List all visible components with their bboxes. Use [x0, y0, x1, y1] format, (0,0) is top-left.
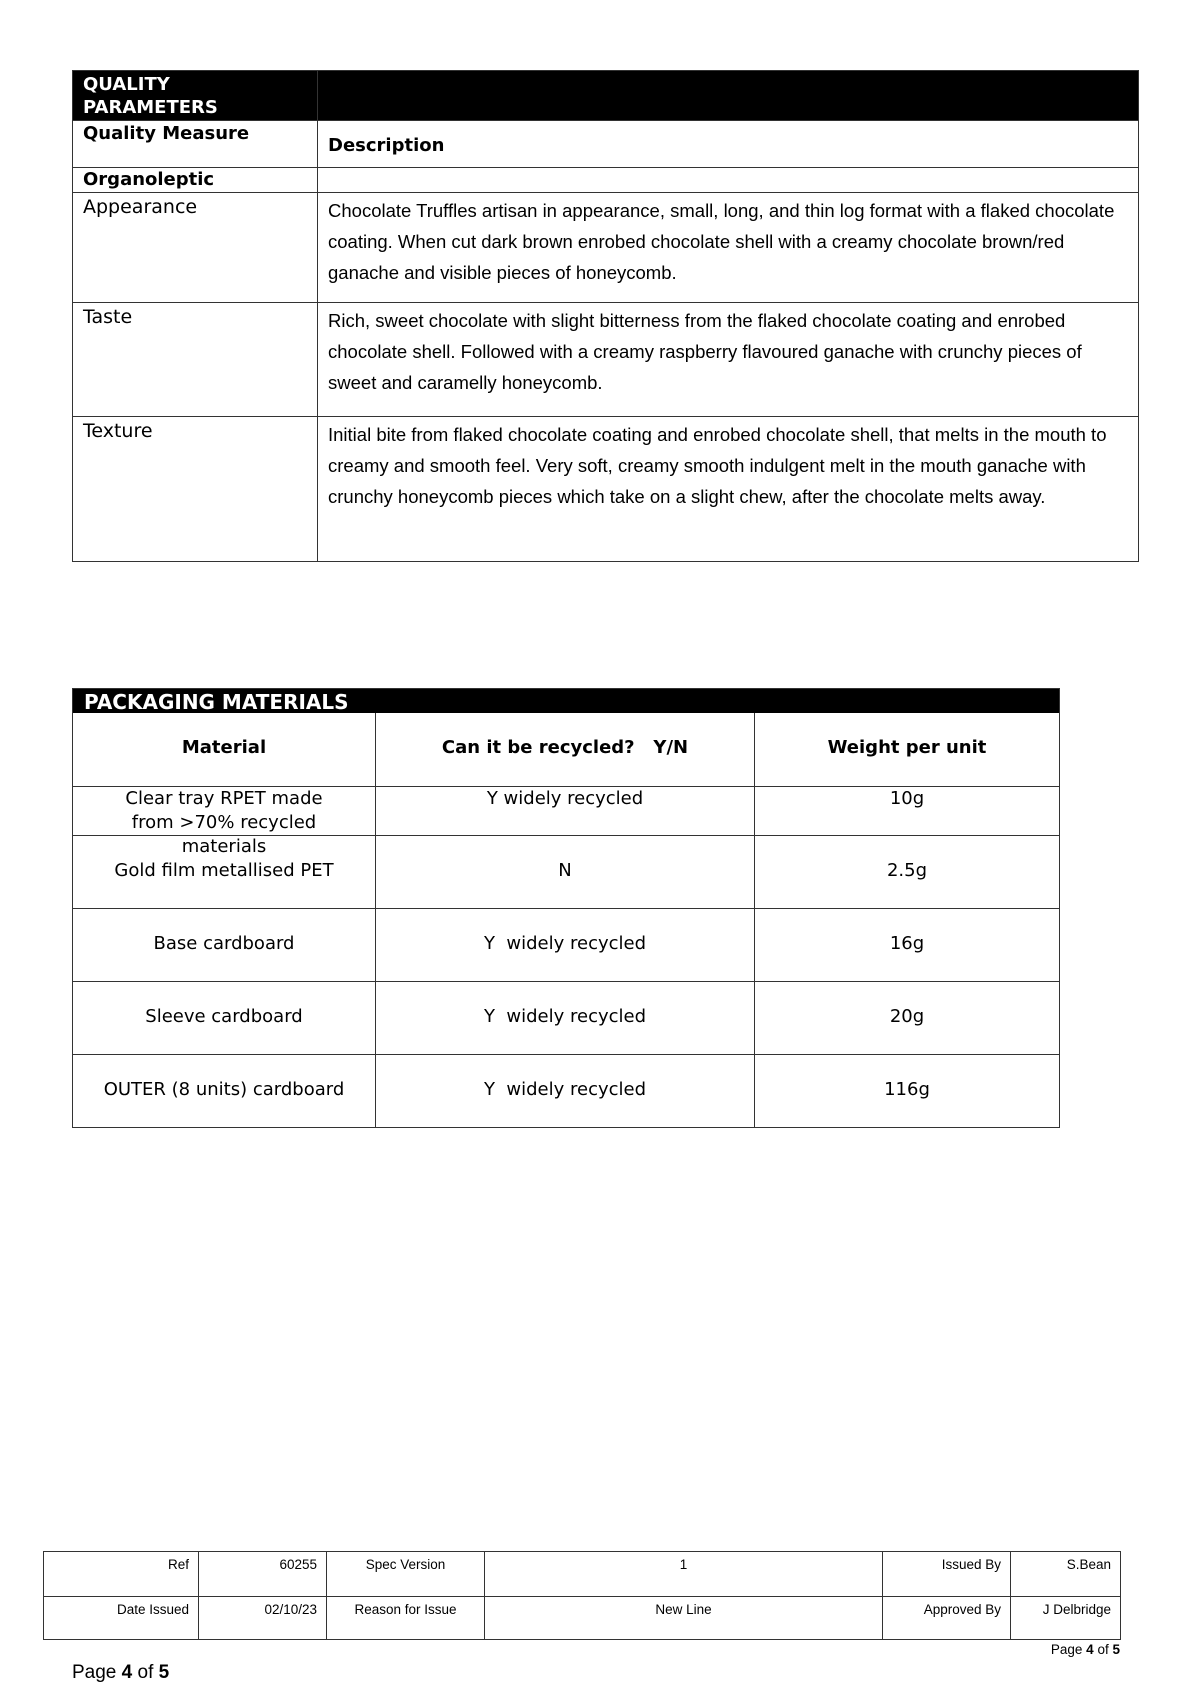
page-number-small — [1051, 1642, 1120, 1657]
group-row-organoleptic — [73, 167, 1138, 192]
recyclable-cell: N — [376, 836, 755, 908]
page-total: 5 — [158, 1662, 170, 1683]
material-cell: Base cardboard — [73, 909, 376, 981]
page-word: Page — [72, 1662, 117, 1683]
ref-value: 60255 — [199, 1552, 327, 1596]
description-taste: Rich, sweet chocolate with slight bitterness from the flaked chocolate coating and enrobed chocolate shell. Followed with a creamy raspberry flavoured ganache with crunchy pieces of sweet and caramelly honeycomb. — [328, 310, 1082, 393]
reason-value: New Line — [485, 1597, 883, 1640]
date-issued-value: 02/10/23 — [199, 1597, 327, 1640]
table-row — [73, 981, 1059, 1054]
table-row — [73, 1054, 1059, 1127]
measure-appearance: Appearance — [73, 193, 318, 302]
title-line-1: QUALITY — [83, 74, 170, 95]
ref-label: Ref — [44, 1552, 199, 1596]
material-cell: Gold film metallised PET — [73, 836, 376, 908]
description-appearance: Chocolate Truffles artisan in appearance, small, long, and thin log format with a flaked chocolate coating. When cut dark brown enrobed chocolate shell with a creamy chocolate brown/red ganache and visible pieces of honeycomb. — [328, 200, 1115, 283]
weight-cell: 2.5g — [886, 860, 928, 881]
approved-by-label: Approved By — [883, 1597, 1011, 1640]
group-label: Organoleptic — [73, 168, 318, 192]
material-cell: Clear tray RPET made from >70% recycled materials — [73, 787, 376, 835]
description-texture: Initial bite from flaked chocolate coating and enrobed chocolate shell, that melts in the mouth to creamy and smooth feel. Very soft, creamy smooth indulgent melt in the mouth ganache with crunchy honeycomb pieces which take on a slight chew, after the chocolate melts away. — [328, 424, 1107, 507]
recyclable-cell: Y widely recycled — [376, 1055, 755, 1127]
recyclable-cell: Y widely recycled — [376, 909, 755, 981]
footer-row-1 — [44, 1552, 1120, 1596]
date-issued-label: Date Issued — [44, 1597, 199, 1640]
quality-parameters-table — [72, 70, 1139, 562]
issued-by-value: S.Bean — [1066, 1557, 1111, 1572]
material-cell: Sleeve cardboard — [73, 982, 376, 1054]
footer-row-2 — [44, 1596, 1120, 1640]
material-cell: OUTER (8 units) cardboard — [73, 1055, 376, 1127]
quality-table-header-row — [73, 120, 1138, 167]
quality-table-title-row — [73, 71, 1138, 120]
recyclable-cell: Y widely recycled — [376, 982, 755, 1054]
table-row — [73, 908, 1059, 981]
page-current: 4 — [1086, 1642, 1094, 1657]
packaging-materials-table — [72, 688, 1060, 1128]
table-row — [73, 786, 1059, 857]
col-header-description: Description — [328, 135, 445, 156]
col-header-material: Material — [73, 713, 376, 786]
weight-cell: 16g — [889, 933, 925, 954]
recyclable-cell: Y widely recycled — [376, 787, 755, 835]
page-current: 4 — [121, 1662, 133, 1683]
reason-label: Reason for Issue — [327, 1597, 485, 1640]
page-word: Page — [1050, 1642, 1083, 1657]
title-empty-cell — [318, 71, 1138, 120]
weight-cell: 116g — [884, 1079, 930, 1100]
col-header-weight: Weight per unit — [827, 737, 987, 758]
table-row — [73, 192, 1138, 302]
table-row — [73, 835, 1059, 908]
issued-by-label: Issued By — [883, 1552, 1011, 1596]
approved-by-value: J Delbridge — [1042, 1601, 1111, 1617]
spec-version-label: Spec Version — [327, 1552, 485, 1596]
weight-cell: 20g — [889, 1006, 925, 1027]
measure-texture: Texture — [73, 417, 318, 561]
weight-cell: 10g — [889, 788, 925, 809]
packaging-materials-title: PACKAGING MATERIALS — [73, 689, 1059, 713]
page-number — [72, 1662, 169, 1684]
col-header-quality-measure: Quality Measure — [73, 121, 318, 167]
col-header-recyclable: Can it be recycled? Y/N — [376, 713, 755, 786]
table-row — [73, 302, 1138, 416]
title-line-2: PARAMETERS — [83, 97, 218, 118]
spec-version-value: 1 — [485, 1552, 883, 1596]
document-control-footer — [43, 1551, 1121, 1640]
page-total: 5 — [1112, 1642, 1120, 1657]
group-empty-cell — [318, 168, 1138, 192]
table-row — [73, 416, 1138, 561]
packaging-header-row — [73, 713, 1059, 786]
measure-taste: Taste — [73, 303, 318, 416]
of-word: of — [1097, 1642, 1109, 1657]
of-word: of — [137, 1662, 154, 1683]
quality-parameters-title — [73, 71, 318, 120]
